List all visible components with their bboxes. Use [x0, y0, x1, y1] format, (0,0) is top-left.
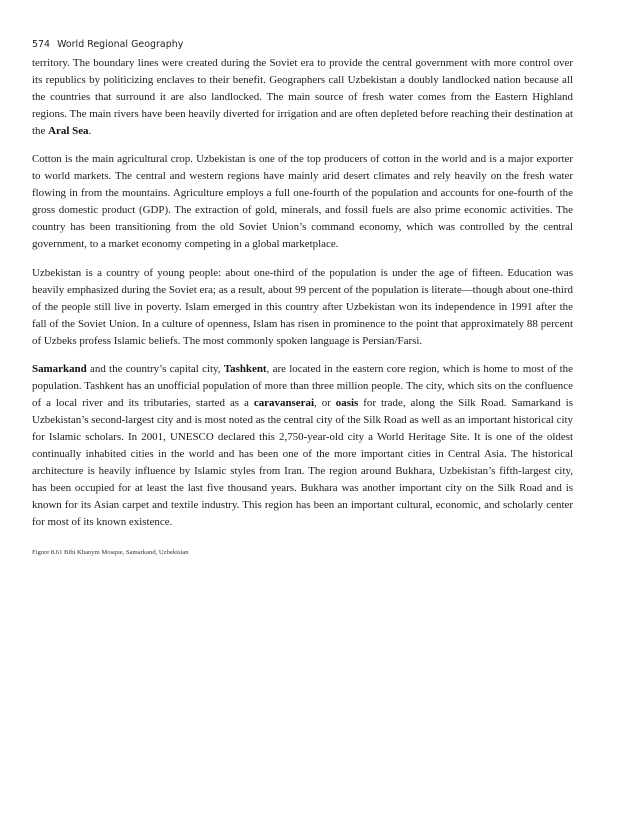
text-run: , are located in the eastern core region, which is home to most of the population. Tashkent has an unofficial population of more than three million people. The city, which sits on the confluence of a local river and its tributaries, started as a	[32, 362, 574, 409]
body-text	[32, 55, 573, 542]
text-run: and the country’s capital city,	[86, 362, 224, 375]
text-run: territory. The boundary lines were created during the Soviet era to provide the central government with more control over its republics by politicizing enclaves to their benefit. Geographers call Uzbekistan a doubly landlocked nation because all the countries that surround it are also landlocked. The main source of fresh water comes from the Eastern Highland regions. The main rivers have been heavily diverted for irrigation and are often depleted before reaching their destination at the	[32, 57, 573, 138]
text-run: .	[88, 125, 92, 138]
key-term: oasis	[335, 396, 359, 409]
text-run: for trade, along the Silk Road. Samarkand is Uzbekistan’s second-largest city and is most noted as the central city of the Silk Road as well as an important historical city for Islamic scholars. In 2001, UNESCO declared this 2,750-year-old city a World Heritage Site. It is one of the oldest continually inhabited cities in the world and has been one of the more important cities in Central Asia. The historical architecture is heavily influence by Islamic styles from Iran. The region around Bukhara, Uzbekistan’s fifth-largest city, has been occupied for at least the last five thousand years. Bukhara was another important city on the Silk Road and is known for its Asian carpet and textile industry. This region has been an important cultural, economic, and scholarly center for most of its known existence.	[32, 396, 573, 529]
paragraph-4	[32, 361, 573, 531]
key-term: Aral Sea	[48, 125, 89, 138]
key-term: Tashkent	[223, 362, 267, 375]
paragraph-2	[32, 151, 573, 253]
running-header	[32, 39, 183, 50]
book-title: World Regional Geography	[57, 39, 184, 50]
key-term: Samarkand	[32, 362, 87, 375]
text-run: , or	[314, 396, 336, 409]
paragraph-1	[32, 55, 573, 140]
figure-caption: Figure 8.61 Bibi Khanym Mosque, Samarkand, Uzbekistan	[32, 549, 189, 556]
paragraph-3	[32, 265, 573, 350]
key-term: caravanserai	[253, 396, 314, 409]
text-run: Cotton is the main agricultural crop. Uzbekistan is one of the top producers of cotton in the world and is a major exporter to world markets. The central and western regions have mainly arid desert climates and rely heavily on the fresh water flowing in from the mountains. Agriculture employs a full one-fourth of the population and accounts for one-fourth of the gross domestic product (GDP). The extraction of gold, minerals, and fossil fuels are also prime economic activities. The country has been transitioning from the old Soviet Union’s command economy, which was controlled by the central government, to a market economy competing in a global marketplace.	[32, 153, 573, 251]
text-run: Uzbekistan is a country of young people: about one-third of the population is under the age of fifteen. Education was heavily emphasized during the Soviet era; as a result, about 99 percent of the population is literate—though about one-third of the people still live in poverty. Islam emerged in this country after Uzbekistan won its independence in 1991 after the fall of the Soviet Union. In a culture of openness, Islam has risen in prominence to the point that approximately 88 percent of Uzbeks profess Islamic beliefs. The most commonly spoken language is Persian/Farsi.	[32, 266, 573, 347]
page-number: 574	[32, 39, 51, 50]
